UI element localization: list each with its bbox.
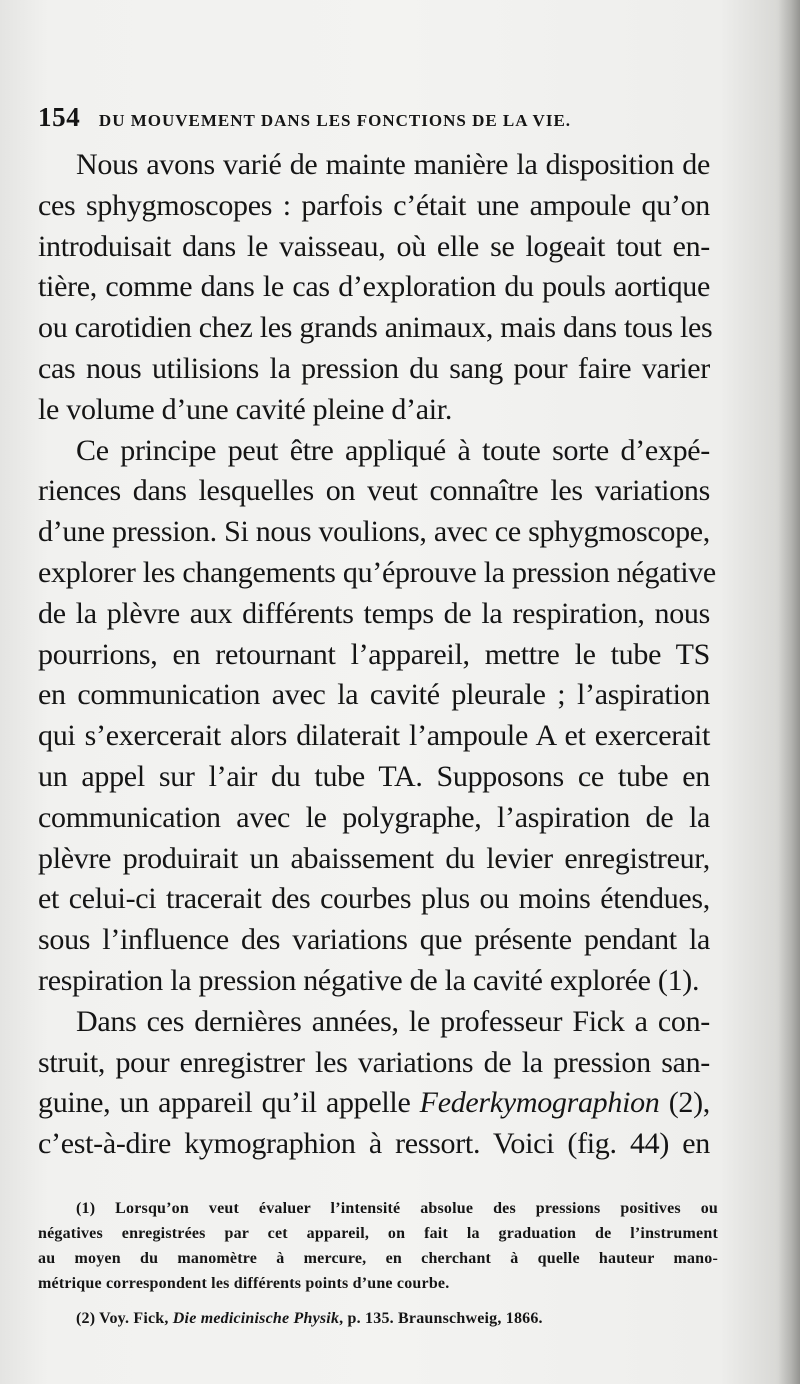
text-line: introduisait dans le vaisseau, où elle se logeait tout en- xyxy=(38,229,710,263)
text-line: cas nous utilisions la pression du sang pour faire varier xyxy=(38,351,710,385)
footnote-line: (1) Lorsqu’on veut évaluer l’intensité absolue des pressions positives ou xyxy=(76,1200,718,1217)
page-number: 154 xyxy=(38,102,81,132)
text-line: un appel sur l’air du tube TA. Supposons ce tube en xyxy=(38,759,710,793)
text-segment: guine, un appareil qu’il appelle xyxy=(38,1086,420,1120)
footnotes xyxy=(38,1196,718,1331)
text-line: tière, comme dans le cas d’exploration du pouls aortique xyxy=(38,270,710,304)
text-line xyxy=(38,1083,710,1124)
text-line: ces sphygmoscopes : parfois c’était une ampoule qu’on xyxy=(38,188,710,222)
footnote-text: , p. 135. Braunschweig, 1866. xyxy=(339,1310,543,1327)
footnote-line: métrique correspondent les différents points d’une courbe. xyxy=(38,1275,450,1292)
italic-term: Federkymographion xyxy=(419,1086,660,1120)
running-head: DU MOUVEMENT DANS LES FONCTIONS DE LA VIE. xyxy=(98,111,572,130)
text-line: respiration la pression négative de la cavité explorée (1). xyxy=(38,963,700,997)
text-line: communication avec le polygraphe, l’aspiration de la xyxy=(38,800,710,834)
footnote-book-title: Die medicinische Physik xyxy=(172,1310,340,1327)
text-line: sous l’influence des variations que présente pendant la xyxy=(38,923,710,957)
text-line: en communication avec la cavité pleurale ; l’aspiration xyxy=(38,678,710,712)
text-line: d’une pression. Si nous voulions, avec ce sphygmoscope, xyxy=(38,515,710,549)
footnote-text: (2) Voy. Fick, xyxy=(76,1310,173,1327)
text-line: ou carotidien chez les grands animaux, mais dans tous les xyxy=(38,311,713,345)
text-line: et celui-ci tracerait des courbes plus ou moins étendues, xyxy=(38,882,710,916)
text-line: le volume d’une cavité pleine d’air. xyxy=(38,392,453,426)
page-header xyxy=(38,102,738,136)
body-text xyxy=(38,145,716,1165)
footnote-line: au moyen du manomètre à mercure, en cherchant à quelle hauteur mano- xyxy=(38,1250,718,1267)
footnote-2 xyxy=(38,1306,718,1331)
footnote-line: négatives enregistrées par cet appareil, on fait la graduation de l’instrument xyxy=(38,1225,718,1242)
text-line: Ce principe peut être appliqué à toute sorte d’expé- xyxy=(76,433,710,467)
text-line: Nous avons varié de mainte manière la disposition de xyxy=(76,148,710,181)
text-line: riences dans lesquelles on veut connaître les variations xyxy=(38,474,710,508)
text-segment: (2), xyxy=(659,1086,711,1120)
text-line: struit, pour enregistrer les variations de la pression san- xyxy=(38,1045,710,1079)
page-edge-shadow xyxy=(778,0,800,1384)
text-line: qui s’exercerait alors dilaterait l’ampoule A et exercerait xyxy=(38,719,710,753)
text-line: de la plèvre aux différents temps de la respiration, nous xyxy=(38,596,710,630)
text-line: explorer les changements qu’éprouve la pression négative xyxy=(38,555,716,589)
text-line: pourrions, en retournant l’appareil, mettre le tube TS xyxy=(38,637,710,671)
text-line: plèvre produirait un abaissement du levier enregistreur, xyxy=(38,841,710,875)
text-line: Dans ces dernières années, le professeur Fick a con- xyxy=(76,1004,710,1038)
text-line: c’est-à-dire kymographion à ressort. Voici (fig. 44) en xyxy=(38,1127,710,1161)
